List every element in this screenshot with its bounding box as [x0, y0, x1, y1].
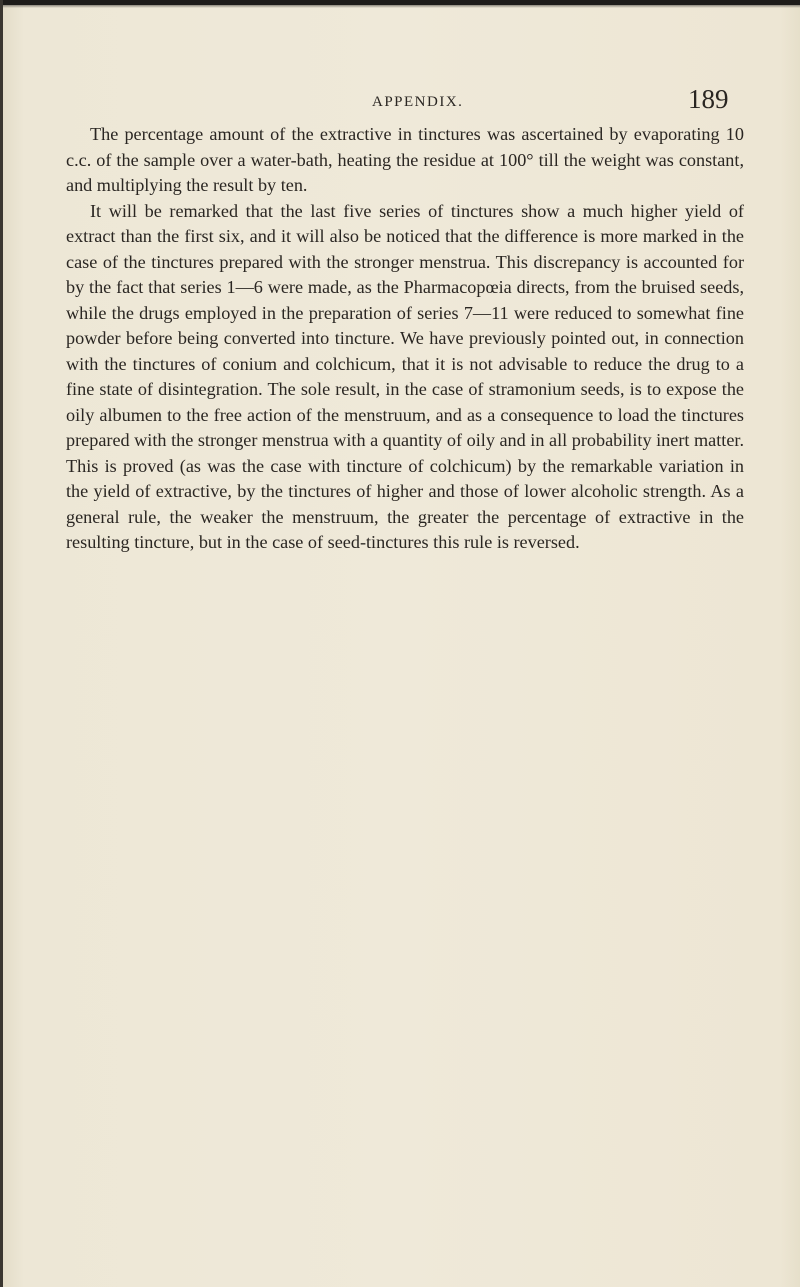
top-border-shadow: [0, 5, 800, 8]
page-number: 189: [688, 84, 729, 114]
paragraph: The percentage amount of the extractive in tinctures was ascertained by evaporating 10 c.c. of the sample over a water-bath, heating the residue at 100° till the weight was constant, and multiplying the result by ten.: [66, 124, 744, 195]
paragraph: It will be remarked that the last five series of tinctures show a much higher yield of extract than the first six, and it will also be noticed that the difference is more marked in the case of the tinctures prepared with the stronger menstrua. This discrepancy is accounted for by the fact that series 1—6 were made, as the Pharmacopœia directs, from the bruised seeds, while the drugs employed in the preparation of series 7—11 were reduced to somewhat fine powder before being converted into tincture. We have previously pointed out, in connection with the tinctures of conium and colchicum, that it is not advisable to reduce the drug to a fine state of disintegration. The sole result, in the case of stramonium seeds, is to expose the oily albumen to the free action of the menstruum, and as a consequence to load the tinctures prepared with the stronger menstrua with a quantity of oily and in all probability inert matter. This is proved (as was the case with tincture of colchicum) by the remarkable variation in the yield of extractive, by the tinctures of higher and those of lower alcoholic strength. As a general rule, the weaker the menstruum, the greater the percentage of extractive in the resulting tincture, but in the case of seed-tinctures this rule is reversed.: [66, 200, 744, 552]
left-page-edge: [0, 0, 3, 1287]
body-text: [66, 122, 744, 556]
page-header: [0, 84, 800, 118]
running-head: APPENDIX.: [372, 94, 464, 110]
